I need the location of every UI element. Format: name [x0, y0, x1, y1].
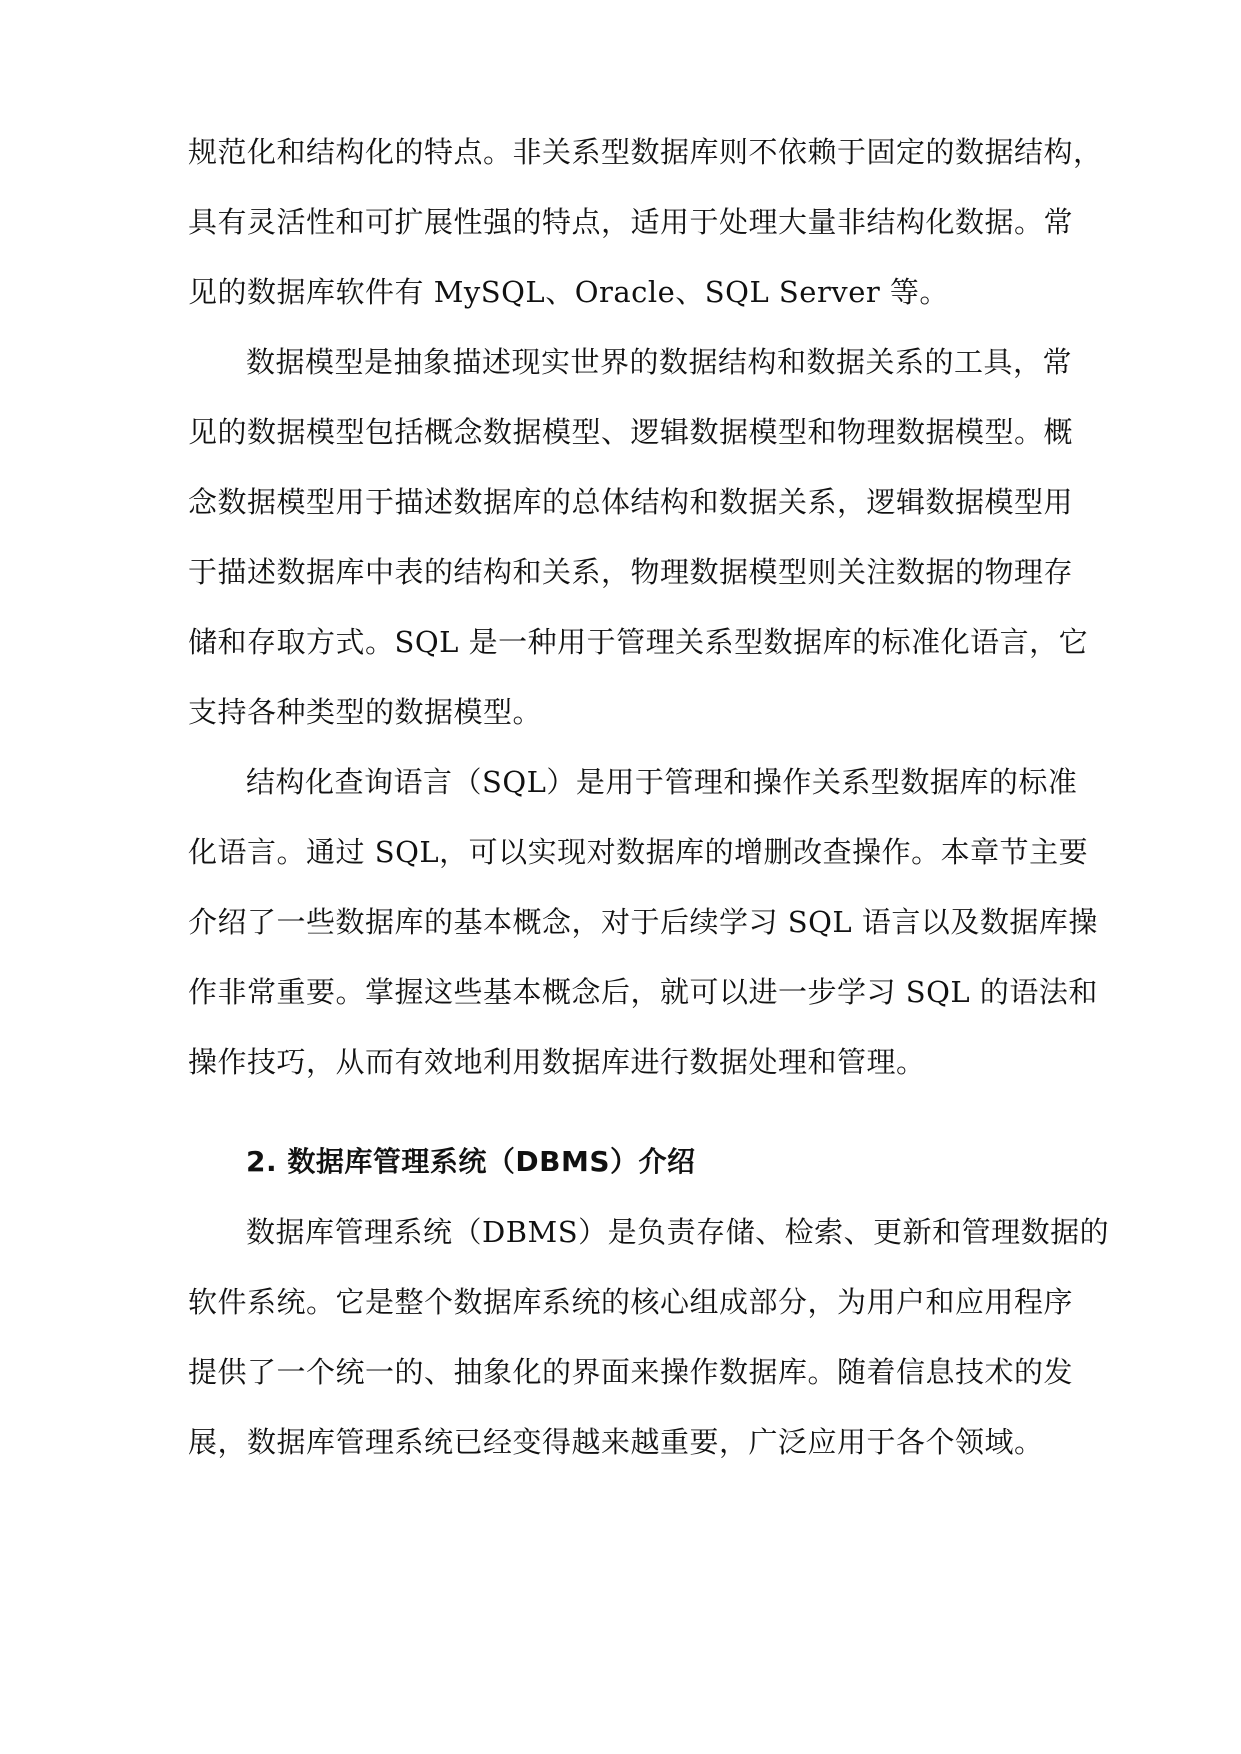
paragraph-1-line-1: 规范化和结构化的特点。非关系型数据库则不依赖于固定的数据结构， — [188, 135, 1103, 169]
paragraph-2-line-4: 于描述数据库中表的结构和关系，物理数据模型则关注数据的物理存 — [188, 555, 1074, 589]
paragraph-2-line-3: 念数据模型用于描述数据库的总体结构和数据关系，逻辑数据模型用 — [188, 485, 1074, 519]
paragraph-1-line-2: 具有灵活性和可扩展性强的特点，适用于处理大量非结构化数据。常 — [188, 205, 1074, 239]
paragraph-2-line-6: 支持各种类型的数据模型。 — [188, 695, 543, 729]
section-paragraph-line-1: 数据库管理系统（DBMS）是负责存储、检索、更新和管理数据的 — [246, 1215, 1110, 1249]
section-heading: 2. 数据库管理系统（DBMS）介绍 — [246, 1145, 696, 1178]
paragraph-2-line-5: 储和存取方式。SQL 是一种用于管理关系型数据库的标准化语言，它 — [188, 625, 1089, 659]
section-paragraph-line-3: 提供了一个统一的、抽象化的界面来操作数据库。随着信息技术的发 — [188, 1355, 1074, 1389]
paragraph-3-line-2: 化语言。通过 SQL，可以实现对数据库的增删改查操作。本章节主要 — [188, 835, 1089, 869]
paragraph-3-line-4: 作非常重要。掌握这些基本概念后，就可以进一步学习 SQL 的语法和 — [188, 975, 1098, 1009]
paragraph-3-line-1: 结构化查询语言（SQL）是用于管理和操作关系型数据库的标准 — [246, 765, 1078, 799]
paragraph-1-line-3: 见的数据库软件有 MySQL、Oracle、SQL Server 等。 — [188, 275, 949, 309]
section-paragraph-line-2: 软件系统。它是整个数据库系统的核心组成部分，为用户和应用程序 — [188, 1285, 1074, 1319]
section-paragraph-line-4: 展，数据库管理系统已经变得越来越重要，广泛应用于各个领域。 — [188, 1425, 1044, 1459]
paragraph-3-line-3: 介绍了一些数据库的基本概念，对于后续学习 SQL 语言以及数据库操 — [188, 905, 1098, 939]
paragraph-2-line-2: 见的数据模型包括概念数据模型、逻辑数据模型和物理数据模型。概 — [188, 415, 1074, 449]
paragraph-2-line-1: 数据模型是抽象描述现实世界的数据结构和数据关系的工具，常 — [246, 345, 1073, 379]
paragraph-3-line-5: 操作技巧，从而有效地利用数据库进行数据处理和管理。 — [188, 1045, 926, 1079]
